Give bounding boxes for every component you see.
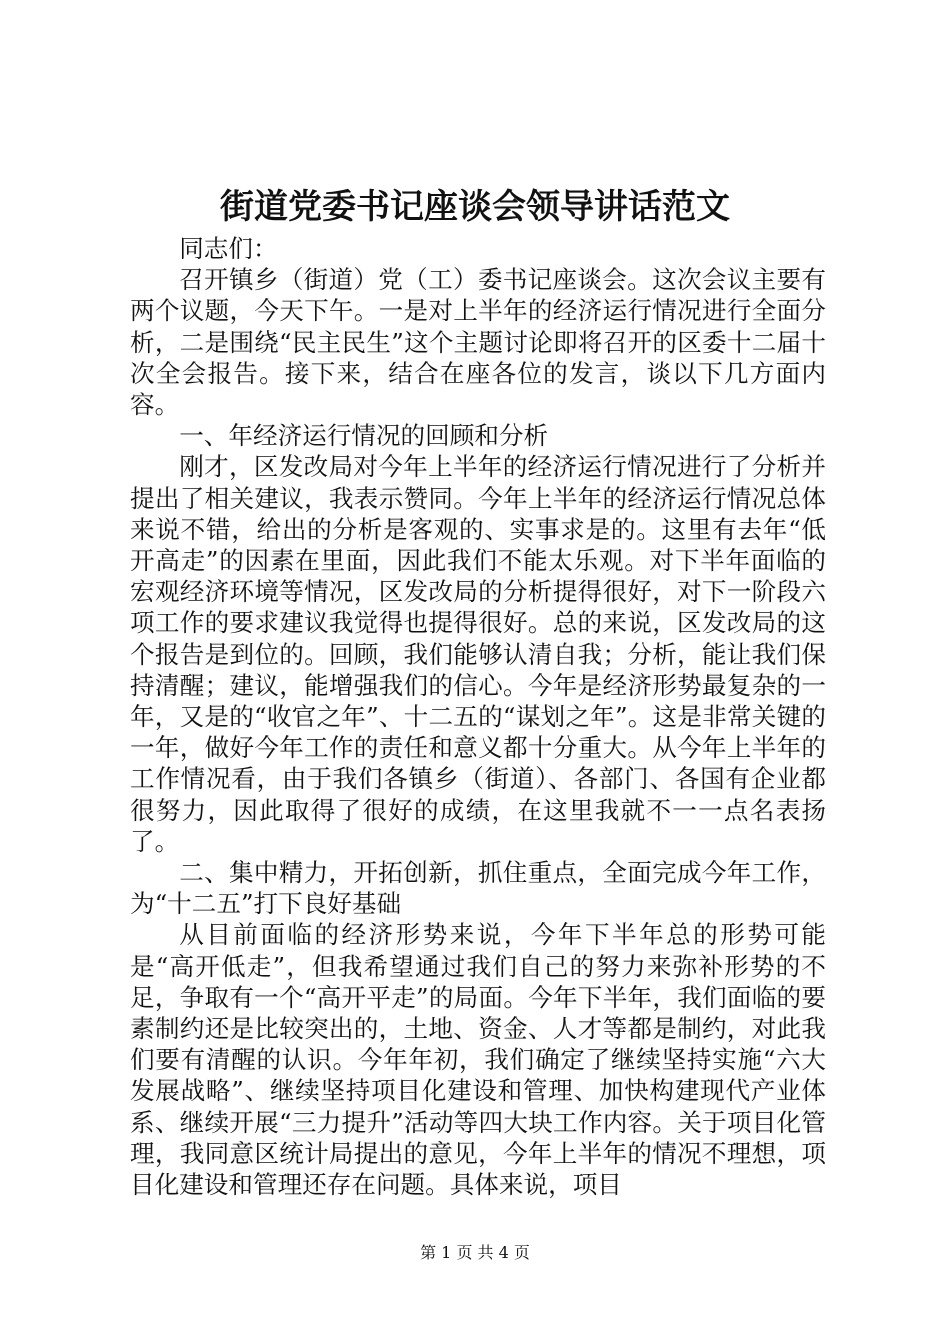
- body-paragraph: 从目前面临的经济形势来说，今年下半年总的形势可能是“高开低走”，但我希望通过我们自己的努力来弥补形势的不足，争取有一个“高开平走”的局面。今年下半年，我们面临的要素制约还是比较突出的，土地、资金、人才等都是制约，对此我们要有清醒的认识。今年年初，我们确定了继续坚持实施“六大发展战略”、继续坚持项目化建设和管理、加快构建现代产业体系、继续开展“三力提升”活动等四大块工作内容。关于项目化管理，我同意区统计局提出的意见，今年上半年的情况不理想，项目化建设和管理还存在问题。具体来说，项目: [130, 920, 826, 1200]
- body-paragraph: 召开镇乡（街道）党（工）委书记座谈会。这次会议主要有两个议题，今天下午。一是对上半年的经济运行情况进行全面分析，二是围绕“民主民生”这个主题讨论即将召开的区委十二届十次全会报告。接下来，结合在座各位的发言，谈以下几方面内容。: [130, 265, 826, 420]
- page-footer: 第 1 页 共 4 页: [420, 1243, 530, 1262]
- document-body: [130, 233, 826, 1200]
- document-title: 街道党委书记座谈会领导讲话范文: [220, 187, 730, 227]
- body-paragraph: 刚才，区发改局对今年上半年的经济运行情况进行了分析并提出了相关建议，我表示赞同。今年上半年的经济运行情况总体来说不错，给出的分析是客观的、实事求是的。这里有去年“低开高走”的因素在里面，因此我们不能太乐观。对下半年面临的宏观经济环境等情况，区发改局的分析提得很好，对下一阶段六项工作的要求建议我觉得也提得很好。总的来说，区发改局的这个报告是到位的。回顾，我们能够认清自我；分析，能让我们保持清醒；建议，能增强我们的信心。今年是经济形势最复杂的一年，又是的“收官之年”、十二五的“谋划之年”。这是非常关键的一年，做好今年工作的责任和意义都十分重大。从今年上半年的工作情况看，由于我们各镇乡（街道）、各部门、各国有企业都很努力，因此取得了很好的成绩，在这里我就不一一点名表扬了。: [130, 452, 826, 856]
- section-heading: 二、集中精力，开拓创新，抓住重点，全面完成今年工作，为“十二五”打下良好基础: [130, 858, 826, 919]
- salutation-paragraph: 同志们：: [179, 234, 278, 263]
- section-heading: 一、年经济运行情况的回顾和分析: [179, 421, 549, 451]
